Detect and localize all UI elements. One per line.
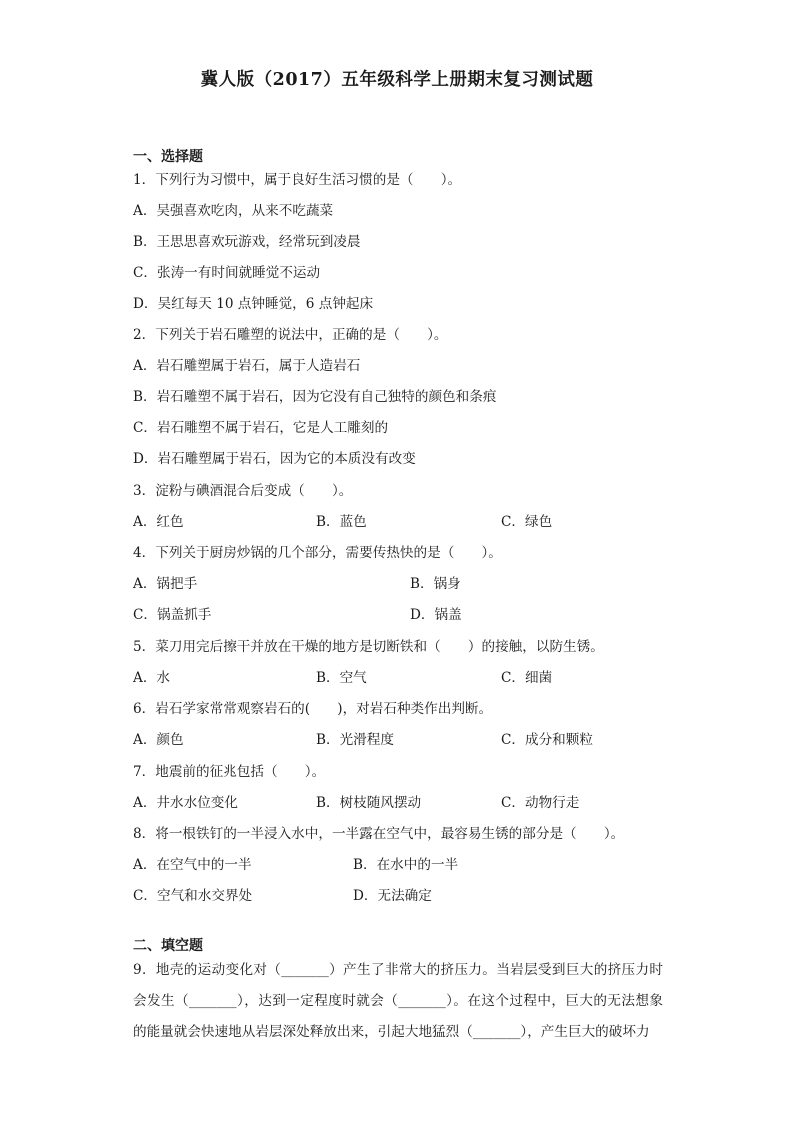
page-title: 冀人版（2017）五年级科学上册期末复习测试题: [200, 70, 594, 90]
section-heading-choice: 一、选择题: [133, 149, 203, 165]
question-4-option-d: D．锅盖: [410, 607, 462, 623]
question-2-option-d: D．岩石雕塑属于岩石，因为它的本质没有改变: [133, 451, 416, 467]
question-6-stem: 6．岩石学家常常观察岩石的( )，对岩石种类作出判断。: [133, 701, 493, 717]
question-6-option-a: A．颜色: [133, 732, 184, 748]
question-8-option-c: C．空气和水交界处: [133, 888, 253, 904]
question-2-option-a: A．岩石雕塑属于岩石，属于人造岩石: [133, 358, 361, 374]
question-8-option-a: A．在空气中的一半: [133, 857, 252, 873]
question-2-stem: 2．下列关于岩石雕塑的说法中，正确的是（ ）。: [133, 327, 448, 343]
question-4-option-b: B．锅身: [410, 576, 461, 592]
question-1-option-d: D．吴红每天 10 点钟睡觉，6 点钟起床: [133, 296, 374, 312]
question-8-stem: 8．将一根铁钉的一半浸入水中，一半露在空气中，最容易生锈的部分是（ ）。: [133, 826, 625, 842]
question-4-stem: 4．下列关于厨房炒锅的几个部分，需要传热快的是（ ）。: [133, 545, 502, 561]
question-1-stem: 1．下列行为习惯中，属于良好生活习惯的是（ ）。: [133, 172, 462, 188]
question-8-option-d: D．无法确定: [353, 888, 432, 904]
question-7-option-b: B．树枝随风摆动: [316, 795, 422, 811]
question-3-option-c: C．绿色: [501, 514, 553, 530]
question-5-option-a: A．水: [133, 670, 171, 686]
question-2-option-b: B．岩石雕塑不属于岩石，因为它没有自己独特的颜色和条痕: [133, 389, 497, 405]
question-8-option-b: B．在水中的一半: [353, 857, 459, 873]
question-1-option-a: A．吴强喜欢吃肉，从来不吃蔬菜: [133, 203, 334, 219]
question-2-option-c: C．岩石雕塑不属于岩石，它是人工雕刻的: [133, 420, 389, 436]
question-6-option-b: B．光滑程度: [316, 732, 394, 748]
question-3-stem: 3．淀粉与碘酒混合后变成（ ）。: [133, 483, 353, 499]
question-3-option-a: A．红色: [133, 514, 184, 530]
question-5-option-c: C．细菌: [501, 670, 553, 686]
question-1-option-c: C．张涛一有时间就睡觉不运动: [133, 265, 321, 281]
question-6-option-c: C．成分和颗粒: [501, 732, 593, 748]
question-9-text: 9．地壳的运动变化对（_______）产生了非常大的挤压力。当岩层受到巨大的挤压力时会发生（_______），达到一定程度时就会（_______）。在这个过程中，巨大的无法想象的能量就会快速地从岩层深处释放出来，引起大地猛烈（_______），产生巨大的破坏力: [133, 962, 663, 1040]
question-1-option-b: B．王思思喜欢玩游戏，经常玩到凌晨: [133, 234, 361, 250]
question-3-option-b: B．蓝色: [316, 514, 367, 530]
question-4-option-c: C．锅盖抓手: [133, 607, 212, 623]
question-5-option-b: B．空气: [316, 670, 367, 686]
question-7-stem: 7．地震前的征兆包括（ ）。: [133, 764, 326, 780]
question-5-stem: 5．菜刀用完后擦干并放在干燥的地方是切断铁和（ ）的接触，以防生锈。: [133, 639, 604, 655]
section-heading-fill: 二、填空题: [133, 938, 203, 954]
question-4-option-a: A．锅把手: [133, 576, 198, 592]
question-7-option-c: C．动物行走: [501, 795, 580, 811]
question-7-option-a: A．井水水位变化: [133, 795, 238, 811]
